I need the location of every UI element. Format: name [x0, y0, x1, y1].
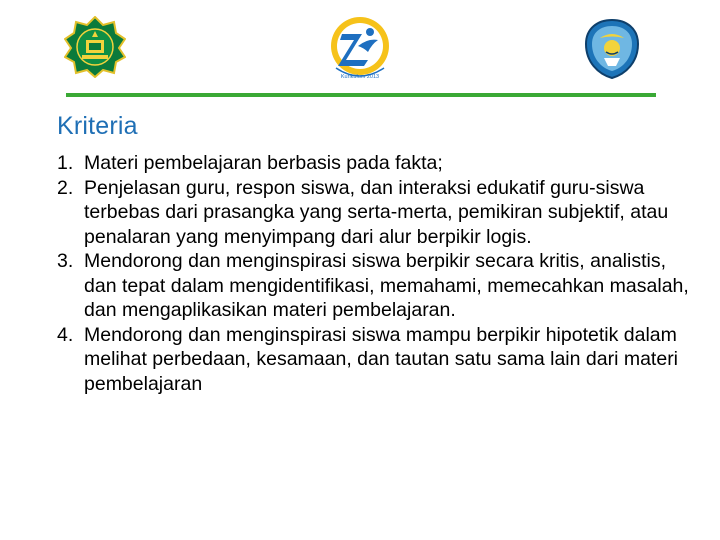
criteria-list: [57, 151, 697, 396]
item-text: Materi pembelajaran berbasis pada fakta;: [84, 152, 443, 174]
list-item: [57, 151, 697, 176]
svg-text:Kurikulum 2013: Kurikulum 2013: [340, 74, 380, 80]
list-item: [57, 249, 697, 323]
item-number: 2.: [57, 176, 74, 199]
section-heading: Kriteria: [57, 112, 138, 140]
kemenag-logo: [64, 16, 126, 78]
list-item: [57, 323, 697, 397]
list-item: [57, 176, 697, 250]
item-number: 3.: [57, 250, 74, 272]
divider-line: [66, 93, 656, 97]
item-number: 1.: [57, 152, 74, 174]
kemdikbud-logo: [582, 18, 642, 80]
kurikulum-2013-logo: [328, 12, 392, 84]
logo-row: [0, 12, 720, 84]
item-text: Mendorong dan menginspirasi siswa mampu berpikir hipotetik dalam melihat perbedaan, kesamaan, dan tautan satu sama lain dari materi pembelajaran: [84, 323, 679, 395]
item-text: Mendorong dan menginspirasi siswa berpikir secara kritis, analistis, dan tepat dalam mengidentifikasi, memahami, memecahkan masalah, dan mengaplikasikan materi pembelajaran.: [84, 250, 689, 321]
item-text: Penjelasan guru, respon siswa, dan interaksi edukatif guru-siswa terbebas dari prasangka yang serta-merta, pemikiran subjektif, atau penalaran yang menyimpang dari alur berpikir logis.: [84, 176, 669, 248]
item-number: 4.: [57, 323, 74, 346]
